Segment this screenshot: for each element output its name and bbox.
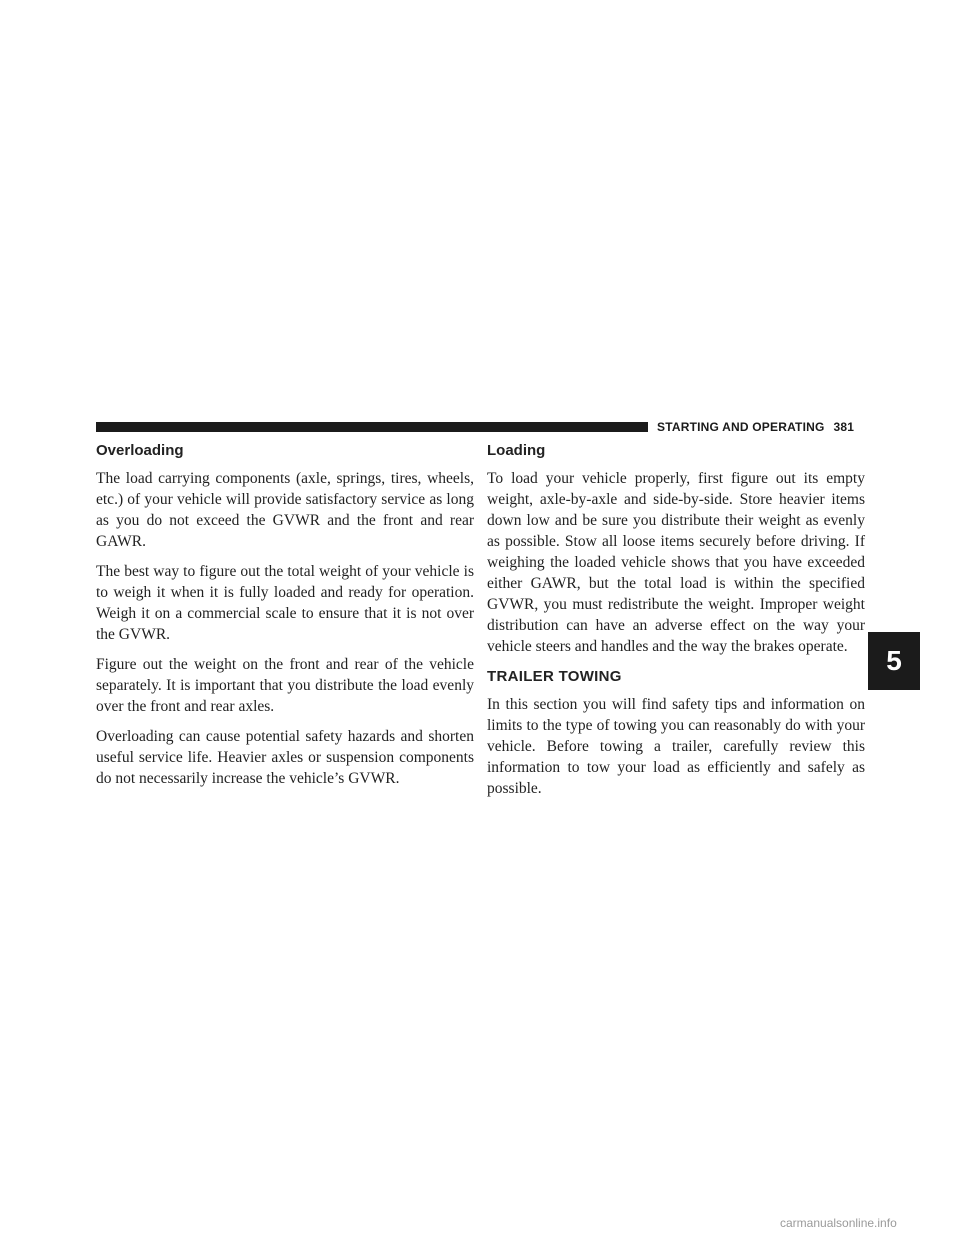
left-column (96, 441, 474, 798)
loading-heading: Loading (487, 442, 546, 459)
trailer-towing-paragraph: In this section you will find safety tips and information on limits to the type of towing you can reasonably do with your vehicle. Before towing a trailer, carefully review this information to tow your load as efficiently and safely as possible. (487, 696, 865, 797)
trailer-towing-heading: TRAILER TOWING (487, 668, 622, 685)
running-header (657, 420, 854, 434)
overloading-paragraph-4: Overloading can cause potential safety hazards and shorten useful service life. Heavier axles or suspension components do not necessarily increase the vehicle’s GVWR. (96, 728, 474, 787)
section-title: STARTING AND OPERATING (657, 420, 825, 434)
overloading-paragraph-3: Figure out the weight on the front and rear of the vehicle separately. It is important that you distribute the load evenly over the front and rear axles. (96, 656, 474, 715)
right-column (487, 441, 865, 808)
watermark: carmanualsonline.info (780, 1216, 897, 1230)
header-rule (96, 422, 648, 432)
overloading-paragraph-1: The load carrying components (axle, springs, tires, wheels, etc.) of your vehicle will provide satisfactory service as long as you do not exceed the GVWR and the front and rear GAWR. (96, 470, 474, 550)
overloading-heading: Overloading (96, 442, 184, 459)
chapter-tab: 5 (868, 632, 920, 690)
page-number: 381 (833, 420, 855, 434)
overloading-paragraph-2: The best way to figure out the total weight of your vehicle is to weigh it when it is fully loaded and ready for operation. Weigh it on a commercial scale to ensure that it is not over the GVWR. (96, 563, 474, 643)
loading-paragraph: To load your vehicle properly, first figure out its empty weight, axle-by-axle and side-by-side. Store heavier items down low and be sure you distribute their weight as evenly as possible. Stow all loose items securely before driving. If weighing the loaded vehicle shows that you have exceeded either GAWR, but the total load is within the specified GVWR, you must redistribute the weight. Improper weight distribution can have an adverse effect on the way your vehicle steers and handles and the way the brakes operate. (487, 470, 865, 655)
